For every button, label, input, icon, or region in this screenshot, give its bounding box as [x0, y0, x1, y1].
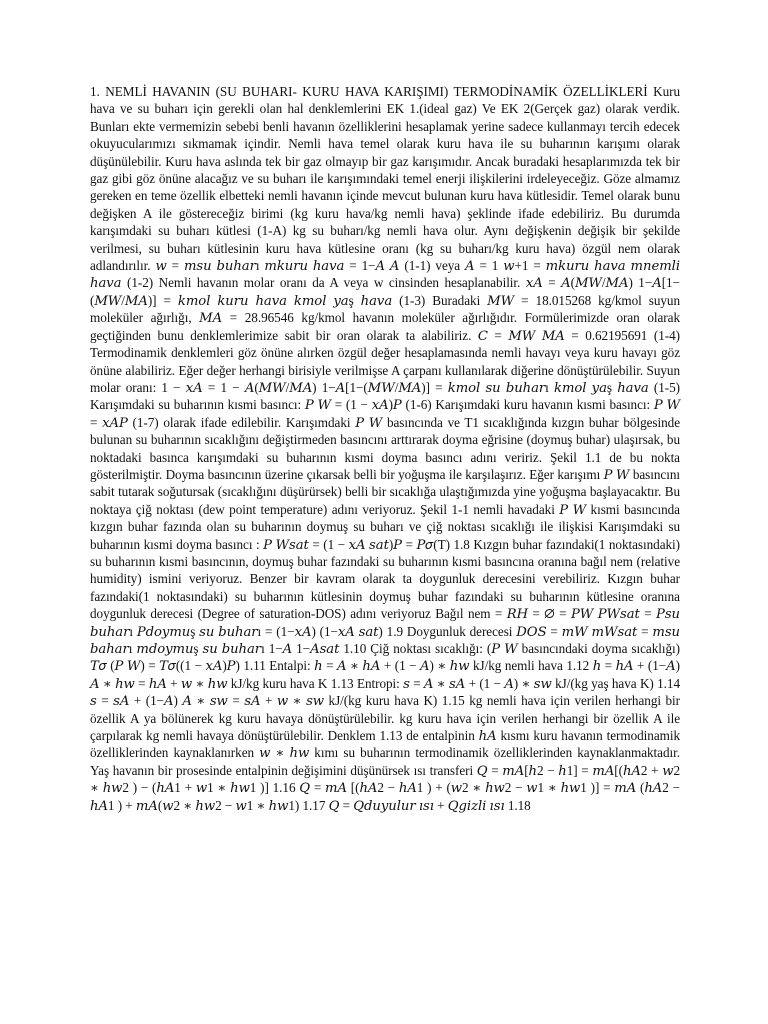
body-text: Kuru hava ve su buharı için gerekli olan hal denklemlerini EK 1.(ideal gaz) Ve EK 2(Gerçek gaz) olarak verdik. Bunları ekte vermemizin sebebi benli havanın özelliklerini hesaplamak yerine sadece kullanmayı tercih edecek okuyucularımızı sıkmamak içindir. Nemli hava temel olarak kuru hava ile su buharının karışımı olarak düşünülebilir. Kuru hava aslında tek bir gaz olmayıp bir gaz karışımıdır. Ancak buradaki hesaplarımızda tek bir gaz gibi göz önüne alacağız ve su buharı ile karışımındaki temel enerji ilişkilerini irdeleyeceğiz. Göze almamız gereken en teme özellik elbetteki nemli havanın içinde mevcut bulunan kuru hava kütlesidir. Temel olarak bunu değişken A ile göstereceğiz birimi (kg kuru hava/kg nemli hava) şeklinde ifade edebiliriz. Bu durumda karışımdaki su buharı kütlesi (1-A) kg su buharı/kg nemli hava olur. Aynı değişkenin değişik bir şekilde verilmesi, su buharı kütlesinin kuru hava kütlesine oranı (kg su buharı/kg kuru hava) özgül nem olarak adlandırılır. 𝑤 = 𝑚𝑠𝑢 𝑏𝑢ℎ𝑎𝑟ı 𝑚𝑘𝑢𝑟𝑢 ℎ𝑎𝑣𝑎 = 1−𝐴 𝐴 (1-1) veya 𝐴 = 1 𝑤+1 = 𝑚𝑘𝑢𝑟𝑢 ℎ𝑎𝑣𝑎 𝑚𝑛𝑒𝑚𝑙𝑖 ℎ𝑎𝑣𝑎 (1-2) Nemli havanın molar oranı da A veya w cinsinden hesaplanabilir. 𝑥𝐴 = 𝐴(𝑀𝑊/𝑀𝐴) 1−𝐴[1−(𝑀𝑊/𝑀𝐴)] = 𝑘𝑚𝑜𝑙 𝑘𝑢𝑟𝑢 ℎ𝑎𝑣𝑎 𝑘𝑚𝑜𝑙 𝑦𝑎ş ℎ𝑎𝑣𝑎 (1-3) Buradaki 𝑀𝑊 = 18.015268 kg/kmol suyun moleküler ağırlığı, 𝑀𝐴 = 28.96546 kg/kmol havanın moleküler ağırlığıdır. Formülerimizde oran olarak geçtiğinden bunu denklemlerimize sabit bir oran olarak ta alabiliriz. 𝐶 = 𝑀𝑊 𝑀𝐴 = 0.62195691 (1-4) Termodinamik denklemleri göz önüne alırken özgül değer hesaplamasında nemli havayı veya kuru havayı göz önüne alabiliriz. Eğer değer herhangi birisiyle verilmişse A çarpanı kullanılarak diğerine dönüştürülebilir. Suyun molar oranı: 1 − 𝑥𝐴 = 1 − 𝐴(𝑀𝑊/𝑀𝐴) 1−𝐴[1−(𝑀𝑊/𝑀𝐴)] = 𝑘𝑚𝑜𝑙 𝑠𝑢 𝑏𝑢ℎ𝑎𝑟ı 𝑘𝑚𝑜𝑙 𝑦𝑎ş ℎ𝑎𝑣𝑎 (1-5) Karışımdaki su buharının kısmi basıncı: 𝑃 𝑊 = (1 − 𝑥𝐴)𝑃 (1-6) Karışımdaki kuru havanın kısmi basıncı: 𝑃 𝑊 = 𝑥𝐴𝑃 (1-7) olarak ifade edilebilir. Karışımdaki 𝑃 𝑊 basıncında ve T1 sıcaklığında kızgın buhar bölgesinde bulunan su buharının sıcaklığını değiştirmeden basıncını arttırarak doyma eğrisine (doymuş buhar) ulaşırsak, bu noktadaki basınca karışımdaki su buharının kısmi doyma basıncı adını veririz. Şekil 1.1 de bu nokta gösterilmiştir. Doyma basıncının üzerine çıkarsak belli bir yoğuşma ile karşılaşırız. Eğer karışımı 𝑃 𝑊 basıncını sabit tutarak soğutursak (sıcaklığını düşürürsek) belli bir sıcaklığa ulaştığımızda yine yoğuşma başlayacaktır. Bu noktaya çiğ noktası (dew point temperature) adını veriyoruz. Şekil 1-1 nemli havadaki 𝑃 𝑊 kısmi basıncında kızgın buhar fazında olan su buharının doymuş su buharı ve çiğ noktası sıcaklığı ile ilişkisi Karışımdaki su buharının kısmi doyma basıncı : 𝑃 𝑊𝑠𝑎𝑡 = (1 − 𝑥𝐴 𝑠𝑎𝑡)𝑃 = 𝑃𝜎(T) 1.8 Kızgın buhar fazındaki(1 noktasındaki) su buharının kısmi basıncının, doymuş buhar fazındaki su buharının kısmi basıncına oranına bağıl nem (relative humidity) ismini veriyoruz. Benzer bir kavram olarak ta doygunluk derecesini verebiliriz. Kızgın buhar fazındaki(1 noktasındaki) su buharının kütlesinin doymuş buhar fazındaki su buharının kütlesine oranına doygunluk derecesi (Degree of saturation-DOS) adını veriyoruz Bağıl nem = 𝑅𝐻 = ∅ = 𝑃𝑊 𝑃𝑊𝑠𝑎𝑡 = 𝑃𝑠𝑢 𝑏𝑢ℎ𝑎𝑟ı 𝑃𝑑𝑜𝑦𝑚𝑢ş 𝑠𝑢 𝑏𝑢ℎ𝑎𝑟ı = (1−𝑥𝐴) (1−𝑥𝐴 𝑠𝑎𝑡) 1.9 Doygunluk derecesi 𝐷𝑂𝑆 = 𝑚𝑊 𝑚𝑊𝑠𝑎𝑡 = 𝑚𝑠𝑢 𝑏𝑎ℎ𝑎𝑟ı 𝑚𝑑𝑜𝑦𝑚𝑢ş 𝑠𝑢 𝑏𝑢ℎ𝑎𝑟ı 1−𝐴 1−𝐴𝑠𝑎𝑡 1.10 Çiğ noktası sıcaklığı: (𝑃 𝑊 basıncındaki doyma sıcaklığı) 𝑇𝜎 (𝑃 𝑊) = 𝑇𝜎((1 − 𝑥𝐴)𝑃) 1.11 Entalpi: ℎ = 𝐴 ∗ ℎ𝐴 + (1 − 𝐴) ∗ ℎ𝑤 kJ/kg nemli hava 1.12 ℎ = ℎ𝐴 + (1−𝐴) 𝐴 ∗ ℎ𝑤 = ℎ𝐴 + 𝑤 ∗ ℎ𝑤 kJ/kg kuru hava K 1.13 Entropi: 𝑠 = 𝐴 ∗ 𝑠𝐴 + (1 − 𝐴) ∗ 𝑠𝑤 kJ/(kg yaş hava K) 1.14 𝑠 = 𝑠𝐴 + (1−𝐴) 𝐴 ∗ 𝑠𝑤 = 𝑠𝐴 + 𝑤 ∗ 𝑠𝑤 kJ/(kg kuru hava K) 1.15 kg nemli hava için verilen herhangi bir özellik A ya bölünerek kg kuru havaya dönüştürülebilir. kg kuru hava için verilen herhangi bir özellik A ile çarpılarak kg nemli havaya dönüştürülebilir. Denklem 1.13 de entalpinin ℎ𝐴 kısmı kuru havanın termodinamik özelliklerinden kaynaklanırken 𝑤 ∗ ℎ𝑤 kımı su buharının termodinamik özelliklerinden kaynaklanmaktadır. Yaş havanın bir prosesinde entalpinin değişimini düşünürsek ısı transferi 𝑄 = 𝑚𝐴[ℎ2 − ℎ1] = 𝑚𝐴[(ℎ𝐴2 + 𝑤2 ∗ ℎ𝑤2 ) − (ℎ𝐴1 + 𝑤1 ∗ ℎ𝑤1 )] 1.16 𝑄 = 𝑚𝐴 [(ℎ𝐴2 − ℎ𝐴1 ) + (𝑤2 ∗ ℎ𝑤2 − 𝑤1 ∗ ℎ𝑤1 )] = 𝑚𝐴 (ℎ𝐴2 − ℎ𝐴1 ) + 𝑚𝐴(𝑤2 ∗ ℎ𝑤2 − 𝑤1 ∗ ℎ𝑤1) 1.17 𝑄 = 𝑄𝑑𝑢𝑦𝑢𝑙𝑢𝑟 𝚤𝑠𝚤 + 𝑄𝑔𝑖𝑧𝑙𝑖 𝚤𝑠𝚤 1.18	[90, 84, 680, 813]
document-paragraph	[90, 83, 680, 814]
document-page	[90, 83, 680, 814]
section-heading: 1. NEMLİ HAVANIN (SU BUHARI- KURU HAVA KARIŞIMI) TERMODİNAMİK ÖZELLİKLERİ	[90, 84, 648, 99]
